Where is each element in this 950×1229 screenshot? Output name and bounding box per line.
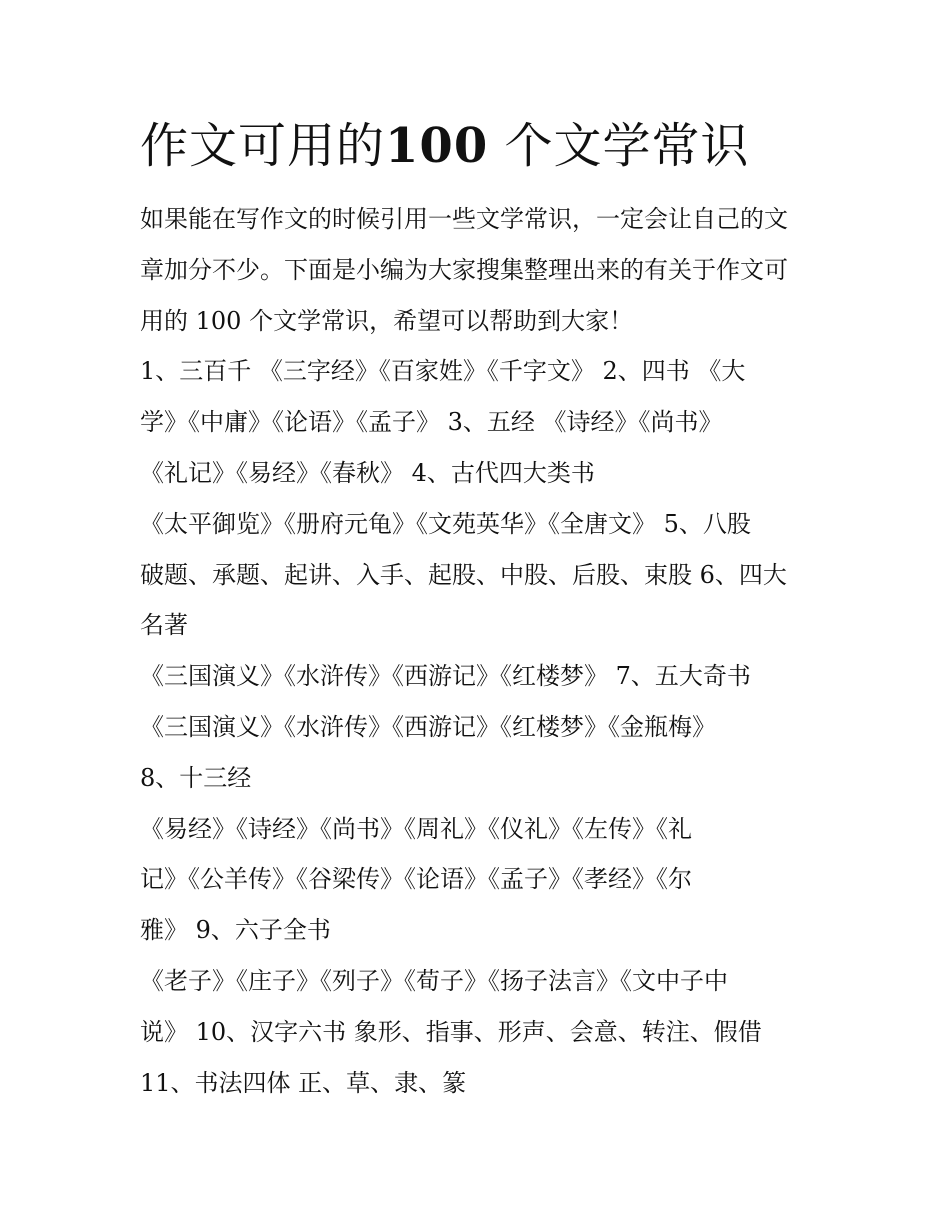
text-line: 《易经》《诗经》《尚书》《周礼》《仪礼》《左传》《礼 [140,814,692,843]
text-line: 雅》 9、六子全书 [140,916,331,945]
text-line: 1、三百千 《三字经》《百家姓》《千字文》 2、四书 《大 [140,357,746,386]
text-line: 如果能在写作文的时候引用一些文学常识，一定会让自己的文 [140,205,788,233]
text-line: 章加分不少。下面是小编为大家搜集整理出来的有关于作文可 [140,255,788,284]
text-line: 11、书法四体 正、草、隶、篆 [140,1068,467,1097]
page-title [140,112,820,180]
text-line: 8、十三经 [140,763,252,792]
text-line: 《老子》《庄子》《列子》《荀子》《扬子法言》《文中子中 [140,966,728,995]
text-line: 《礼记》《易经》《春秋》 4、古代四大类书 [140,458,595,487]
title-number: 100 [385,118,489,174]
document-content [140,112,820,1108]
text-line: 名著 [140,611,188,640]
text-line: 《三国演义》《水浒传》《西游记》《红楼梦》 7、五大奇书 [140,662,751,691]
text-line: 《三国演义》《水浒传》《西游记》《红楼梦》《金瓶梅》 [140,712,716,741]
title-text-prefix: 作文可用的 [140,118,386,174]
text-line: 用的 100 个文学常识，希望可以帮助到大家！ [140,306,634,335]
text-line: 破题、承题、起讲、入手、起股、中股、后股、束股 6、四大 [140,560,787,589]
text-line: 说》 10、汉字六书 象形、指事、形声、会意、转注、假借 [140,1017,762,1046]
text-line: 《太平御览》《册府元龟》《文苑英华》《全唐文》 5、八股 [140,509,751,538]
title-text-suffix: 个文学常识 [488,118,750,174]
text-line: 记》《公羊传》《谷梁传》《论语》《孟子》《孝经》《尔 [140,865,692,894]
text-line: 学》《中庸》《论语》《孟子》 3、五经 《诗经》《尚书》 [140,408,723,437]
